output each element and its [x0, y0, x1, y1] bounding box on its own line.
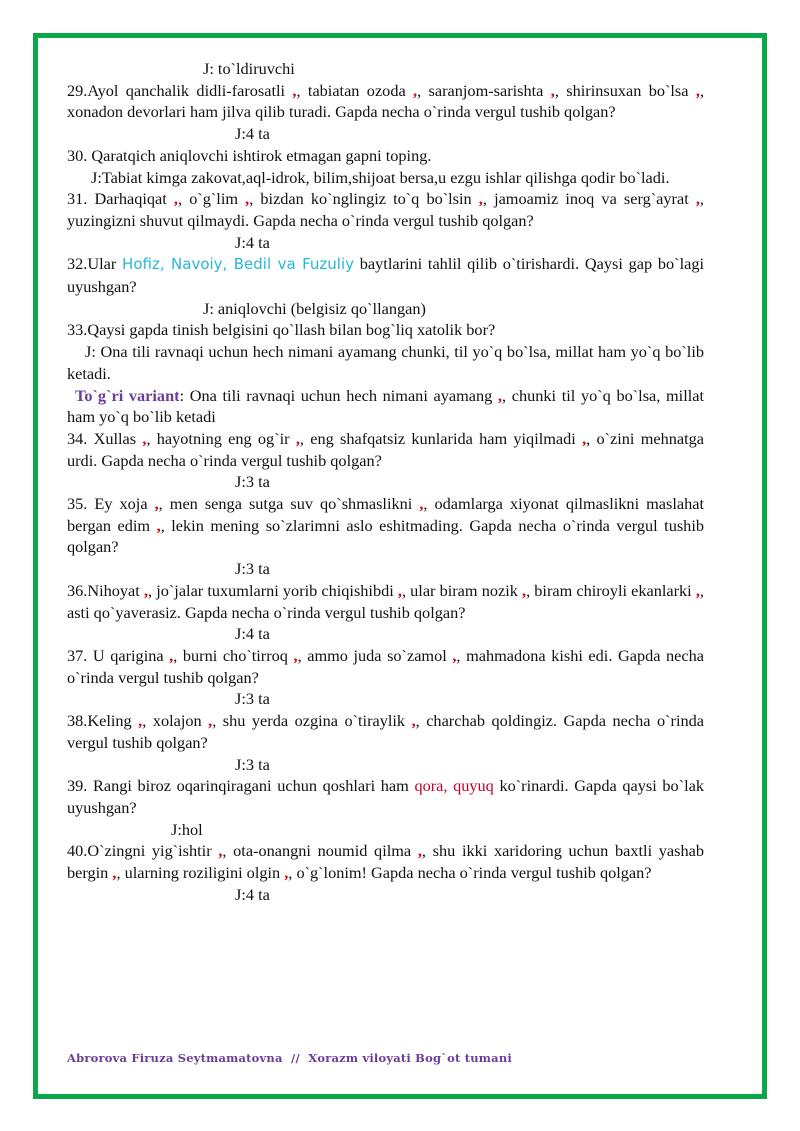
- comma-mark: ,: [397, 580, 402, 600]
- comma-mark: ,: [695, 189, 700, 209]
- comma-mark: ,: [112, 863, 117, 883]
- comma-mark: ,: [142, 428, 147, 448]
- answer-33: J: Ona tili ravnaqi uchun hech nimani ayamang chunki, til yo`q bo`lsa, millat ham yo`q bo`lib ketadi.: [67, 342, 704, 383]
- answer-35: J:3 ta: [235, 559, 270, 579]
- answer-39: J:hol: [171, 819, 203, 839]
- comma-mark: ,: [295, 428, 300, 448]
- answer-37: J:3 ta: [235, 689, 270, 709]
- comma-mark: ,: [413, 80, 418, 100]
- answer-31: J:4 ta: [235, 232, 270, 252]
- question-30: 30. Qaratqich aniqlovchi ishtirok etmagan gapni toping.: [67, 145, 432, 165]
- answer-32: J: aniqlovchi (belgisiz qo`llangan): [203, 298, 426, 318]
- comma-mark: ,: [582, 428, 587, 448]
- question-40: 40.O`zingni yig`ishtir ,, ota-onangni noumid qilma ,, shu ikki xaridoring uchun baxtli yashab bergin ,, ularning roziligini olgin ,, o`g`lonim! Gapda necha o`rinda vergul tushib qolgan?: [67, 841, 704, 883]
- comma-mark: ,: [550, 80, 555, 100]
- comma-mark: ,: [208, 711, 213, 731]
- comma-mark: ,: [138, 711, 143, 731]
- question-37: 37. U qarigina ,, burni cho`tirroq ,, ammo juda so`zamol ,, mahmadona kishi edi. Gapda necha o`rinda vergul tushib qolgan?: [67, 645, 704, 687]
- answer-28: J: to`ldiruvchi: [203, 59, 295, 78]
- correct-variant-label: To`g`ri variant: [75, 385, 180, 405]
- comma-mark: ,: [143, 580, 149, 600]
- question-38: 38.Keling ,, xolajon ,, shu yerda ozgina o`tiraylik ,, charchab qoldingiz. Gapda necha o`rinda vergul tushib qolgan?: [67, 711, 704, 752]
- answer-29: J:4 ta: [235, 124, 270, 144]
- comma-mark: ,: [154, 494, 159, 514]
- answer-30: J:Tabiat kimga zakovat,aql-idrok, bilim,shijoat bersa,u ezgu ishlar qilishga qodir bo`ladi.: [91, 167, 670, 187]
- comma-mark: ,: [411, 711, 416, 731]
- highlighted-phrase: qora, quyuq: [414, 776, 494, 796]
- comma-mark: ,: [695, 580, 700, 600]
- answer-40: J:4 ta: [235, 884, 270, 904]
- comma-mark: ,: [284, 863, 289, 883]
- comma-mark: ,: [169, 645, 174, 665]
- answer-34: J:3 ta: [235, 472, 270, 492]
- comma-mark: ,: [695, 80, 700, 100]
- comma-mark: ,: [417, 841, 422, 861]
- question-29: 29.Ayol qanchalik didli-farosatli ,, tabiatan ozoda ,, saranjom-sarishta ,, shirinsuxan bo`lsa ,, xonadon devorlari ham jilva qilib turadi. Gapda necha o`rinda vergul tushib qolgan?: [67, 80, 705, 122]
- comma-mark: ,: [478, 189, 483, 209]
- comma-mark: ,: [522, 580, 527, 600]
- comma-mark: ,: [452, 645, 457, 665]
- answer-36: J:4 ta: [235, 624, 270, 644]
- answer-38: J:3 ta: [235, 754, 270, 774]
- comma-mark: ,: [156, 515, 161, 535]
- comma-mark: ,: [419, 494, 424, 514]
- correct-variant: To`g`ri variant: Ona tili ravnaqi uchun hech nimani ayamang ,, chunki til yo`q bo`lsa, millat ham yo`q bo`lib ketadi: [67, 385, 704, 427]
- comma-mark: ,: [218, 841, 223, 861]
- author-footer: Abrorova Firuza Seytmamatovna // Xorazm viloyati Bog`ot tumani: [67, 1051, 512, 1065]
- question-39: 39. Rangi biroz oqarinqiragani uchun qoshlari ham qora, quyuq ko`rinardi. Gapda qaysi bo`lak uyushgan?: [67, 776, 705, 817]
- highlighted-names: Hofiz, Navoiy, Bedil va Fuzuliy: [122, 255, 355, 274]
- question-33: 33.Qaysi gapda tinish belgisini qo`llash bilan bog`liq xatolik bor?: [67, 320, 496, 340]
- question-31: 31. Darhaqiqat ,, o`g`lim ,, bizdan ko`nglingiz to`q bo`lsin ,, jamoamiz inoq va serg`ayrat ,, yuzingizni shuvut qilmaydi. Gapda necha o`rinda vergul tushib qolgan?: [67, 189, 704, 230]
- comma-mark: ,: [292, 80, 297, 100]
- comma-mark: ,: [173, 189, 178, 209]
- comma-mark: ,: [245, 189, 250, 209]
- question-36: 36.Nihoyat ,, jo`jalar tuxumlarni yorib chiqishibdi ,, ular biram nozik ,, biram chiroyli ekanlarki ,, asti qo`yaverasiz. Gapda necha o`rinda vergul tushib qolgan?: [67, 580, 704, 622]
- question-32: 32.Ular Hofiz, Navoiy, Bedil va Fuzuliy baytlarini tahlil qilib o`tirishardi. Qaysi gap bo`lagi uyushgan?: [67, 254, 705, 297]
- question-35: 35. Ey xoja ,, men senga sutga suv qo`shmaslikni ,, odamlarga xiyonat qilmaslikni maslahat bergan edim ,, lekin mening so`zlarimni aslo eshitmading. Gapda necha o`rinda vergul tushib qolgan?: [67, 494, 704, 557]
- comma-mark: ,: [497, 385, 503, 405]
- document-body: [67, 58, 704, 905]
- question-34: 34. Xullas ,, hayotning eng og`ir ,, eng shafqatsiz kunlarida ham yiqilmadi ,, o`zini mehnatga urdi. Gapda necha o`rinda vergul tushib qolgan?: [67, 428, 704, 470]
- comma-mark: ,: [293, 645, 298, 665]
